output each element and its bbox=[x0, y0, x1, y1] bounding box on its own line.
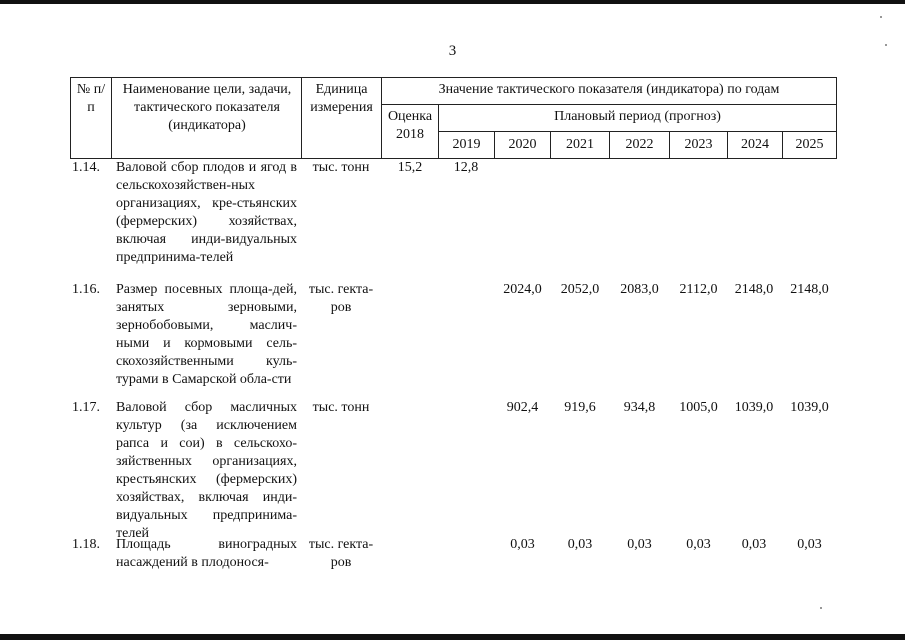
row-value: 2052,0 bbox=[560, 282, 600, 297]
row-value: 2148,0 bbox=[734, 282, 774, 297]
scan-speck bbox=[820, 607, 822, 609]
header-num: № п/п bbox=[76, 82, 106, 115]
header-year: 2022 bbox=[625, 137, 654, 152]
header-unit: Единица измерения bbox=[310, 82, 373, 115]
row-value: 2024,0 bbox=[503, 282, 542, 297]
header-estimate: Оценка 2018 bbox=[387, 109, 433, 142]
row-value: 2083,0 bbox=[620, 282, 659, 297]
row-unit: тыс. гекта-ров bbox=[308, 282, 374, 315]
row-value: 1005,0 bbox=[679, 400, 718, 415]
row-number: 1.16. bbox=[72, 282, 100, 297]
header-name: Наименование цели, задачи, тактического показателя (индикатора) bbox=[122, 82, 292, 133]
row-value: 12,8 bbox=[453, 160, 479, 175]
row-value: 1039,0 bbox=[734, 400, 774, 415]
row-unit: тыс. тонн bbox=[312, 400, 370, 415]
header-plan-period: Плановый период (прогноз) bbox=[554, 109, 721, 124]
row-value: 1039,0 bbox=[790, 400, 829, 415]
row-unit: тыс. тонн bbox=[312, 160, 370, 175]
row-indicator-name: Валовой сбор масличных культур (за исключением рапса и сои) в сельскохо-зяйственных организациях, крестьянских (фермерских) хозяйствах, включая инди-видуальных предпринима-телей bbox=[116, 400, 297, 541]
header-year: 2021 bbox=[566, 137, 594, 152]
row-number: 1.18. bbox=[72, 537, 100, 552]
row-value: 0,03 bbox=[627, 537, 652, 552]
header-year: 2024 bbox=[741, 137, 769, 152]
row-value: 0,03 bbox=[797, 537, 822, 552]
row-estimate: 15,2 bbox=[397, 160, 423, 175]
header-year: 2025 bbox=[795, 137, 824, 152]
row-value: 0,03 bbox=[510, 537, 535, 552]
header-year: 2020 bbox=[508, 137, 537, 152]
page-number: 3 bbox=[448, 43, 457, 59]
row-number: 1.17. bbox=[72, 400, 100, 415]
row-indicator-name: Валовой сбор плодов и ягод в сельскохозяйствен-ных организациях, кре-стьянских (фермерских) хозяйствах, включая инди-видуальных предпринима-телей bbox=[116, 160, 297, 265]
row-value: 0,03 bbox=[567, 537, 593, 552]
scan-speck bbox=[880, 16, 882, 18]
row-value: 919,6 bbox=[564, 400, 596, 415]
row-value: 902,4 bbox=[506, 400, 539, 415]
header-values-group: Значение тактического показателя (индикатора) по годам bbox=[438, 82, 780, 97]
row-value: 2148,0 bbox=[790, 282, 829, 297]
row-value: 934,8 bbox=[623, 400, 656, 415]
scan-border-top bbox=[0, 0, 905, 4]
row-value: 2112,0 bbox=[679, 282, 718, 297]
row-number: 1.14. bbox=[72, 160, 100, 175]
row-indicator-name: Размер посевных площа-дей, занятых зерновыми, зернобобовыми, маслич-ными и кормовыми сель-скохозяйственными куль-турами в Самарской обла-сти bbox=[116, 282, 297, 387]
row-indicator-name: Площадь виноградных насаждений в плодонося- bbox=[116, 537, 297, 570]
row-unit: тыс. гекта-ров bbox=[308, 537, 374, 570]
header-year: 2023 bbox=[684, 137, 713, 152]
row-value: 0,03 bbox=[686, 537, 711, 552]
scan-border-bottom bbox=[0, 634, 905, 640]
row-value: 0,03 bbox=[741, 537, 767, 552]
header-year: 2019 bbox=[452, 137, 481, 152]
